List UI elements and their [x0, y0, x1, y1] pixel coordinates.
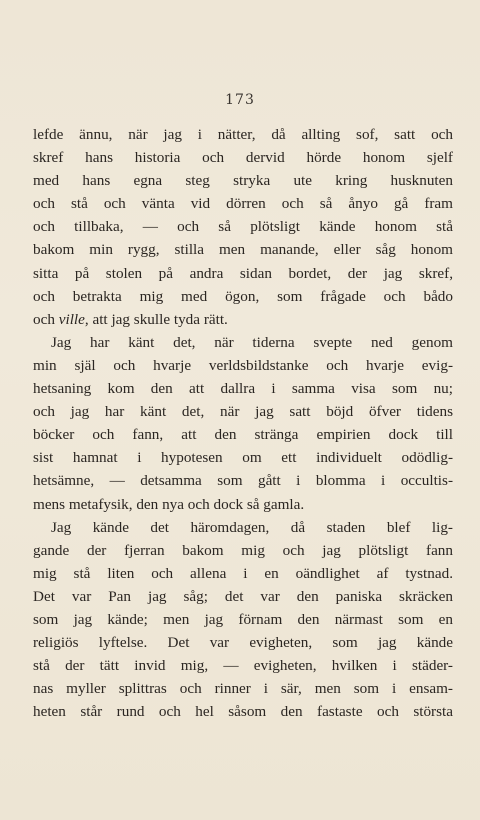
text-line	[33, 400, 453, 423]
text-line	[33, 377, 453, 400]
text-line	[33, 446, 453, 469]
text-line-segment: Det var Pan jag såg; det var den paniska skräcken	[33, 587, 453, 605]
text-line-segment: sist hamnat i hypotesen om ett individuelt odödlig-	[33, 449, 453, 467]
text-line-segment: gande der fjerran bakom mig och jag plötsligt fann	[33, 541, 453, 559]
text-line	[33, 285, 453, 308]
text-line-segment: Jag kände det häromdagen, då staden blef lig-	[51, 518, 453, 536]
text-line-segment: mig stå liten och allena i en oändlighet af tystnad.	[33, 564, 453, 582]
text-line-segment: lefde ännu, när jag i nätter, då allting sof, satt och	[33, 126, 453, 143]
text-line-segment: bakom min rygg, stilla men manande, eller såg honom	[33, 241, 453, 259]
text-line	[33, 238, 453, 261]
text-line	[33, 677, 453, 700]
text-line	[33, 423, 453, 446]
text-line-segment: och stå och vänta vid dörren och så ånyo gå fram	[33, 195, 453, 213]
text-line	[33, 146, 453, 169]
text-line	[33, 354, 453, 377]
text-line-segment: hetsaning kom den att dallra i samma visa som nu;	[33, 380, 453, 398]
text-line	[33, 169, 453, 192]
text-line-segment: och	[33, 310, 59, 328]
text-line	[33, 562, 453, 585]
text-line-segment: heten står rund och hel såsom den fastaste och största	[33, 703, 453, 721]
text-line-segment: Jag har känt det, när tiderna svepte ned genom	[51, 333, 453, 351]
text-line	[33, 331, 453, 354]
text-line-segment: stå der tätt invid mig, — evigheten, hvilken i städer-	[33, 657, 453, 675]
text-line-segment: hetsämne, — detsamma som gått i blomma i occultis-	[33, 472, 453, 490]
text-line	[33, 631, 453, 654]
text-line-segment: med hans egna steg stryka ute kring husknuten	[33, 172, 453, 190]
text-line-segment: mens metafysik, den nya och dock så gamla.	[33, 495, 305, 513]
text-line	[33, 308, 453, 331]
text-line	[33, 516, 453, 539]
text-line-segment: , att jag skulle tyda rätt.	[84, 310, 228, 328]
text-line	[33, 215, 453, 238]
text-line-segment: min själ och hvarje verldsbildstanke och hvarje evig-	[33, 356, 453, 374]
page-number: 173	[225, 92, 255, 108]
body-text	[33, 123, 453, 723]
text-line	[33, 262, 453, 285]
text-line	[33, 608, 453, 631]
text-line-segment: och jag har känt det, när jag satt böjd öfver tidens	[33, 403, 453, 421]
text-line	[33, 700, 453, 723]
text-line	[33, 539, 453, 562]
emphasized-word: ville	[58, 310, 85, 328]
text-line	[33, 493, 453, 516]
text-line-segment: nas myller splittras och rinner i sär, men som i ensam-	[33, 680, 453, 698]
text-line	[33, 192, 453, 215]
text-line	[33, 469, 453, 492]
text-line-segment: som jag kände; men jag förnam den närmast som en	[33, 610, 453, 628]
text-line-segment: skref hans historia och dervid hörde honom sjelf	[33, 149, 453, 167]
text-line	[33, 585, 453, 608]
text-line-segment: böcker och fann, att den stränga empirien dock till	[33, 426, 453, 444]
text-line-segment: och tillbaka, — och så plötsligt kände honom stå	[33, 218, 453, 236]
text-line	[33, 654, 453, 677]
text-line-segment: sitta på stolen på andra sidan bordet, der jag skref,	[33, 264, 453, 282]
text-line	[33, 123, 453, 146]
text-line-segment: och betrakta mig med ögon, som frågade och bådo	[33, 287, 453, 305]
text-line-segment: religiös lyftelse. Det var evigheten, som jag kände	[33, 634, 453, 652]
